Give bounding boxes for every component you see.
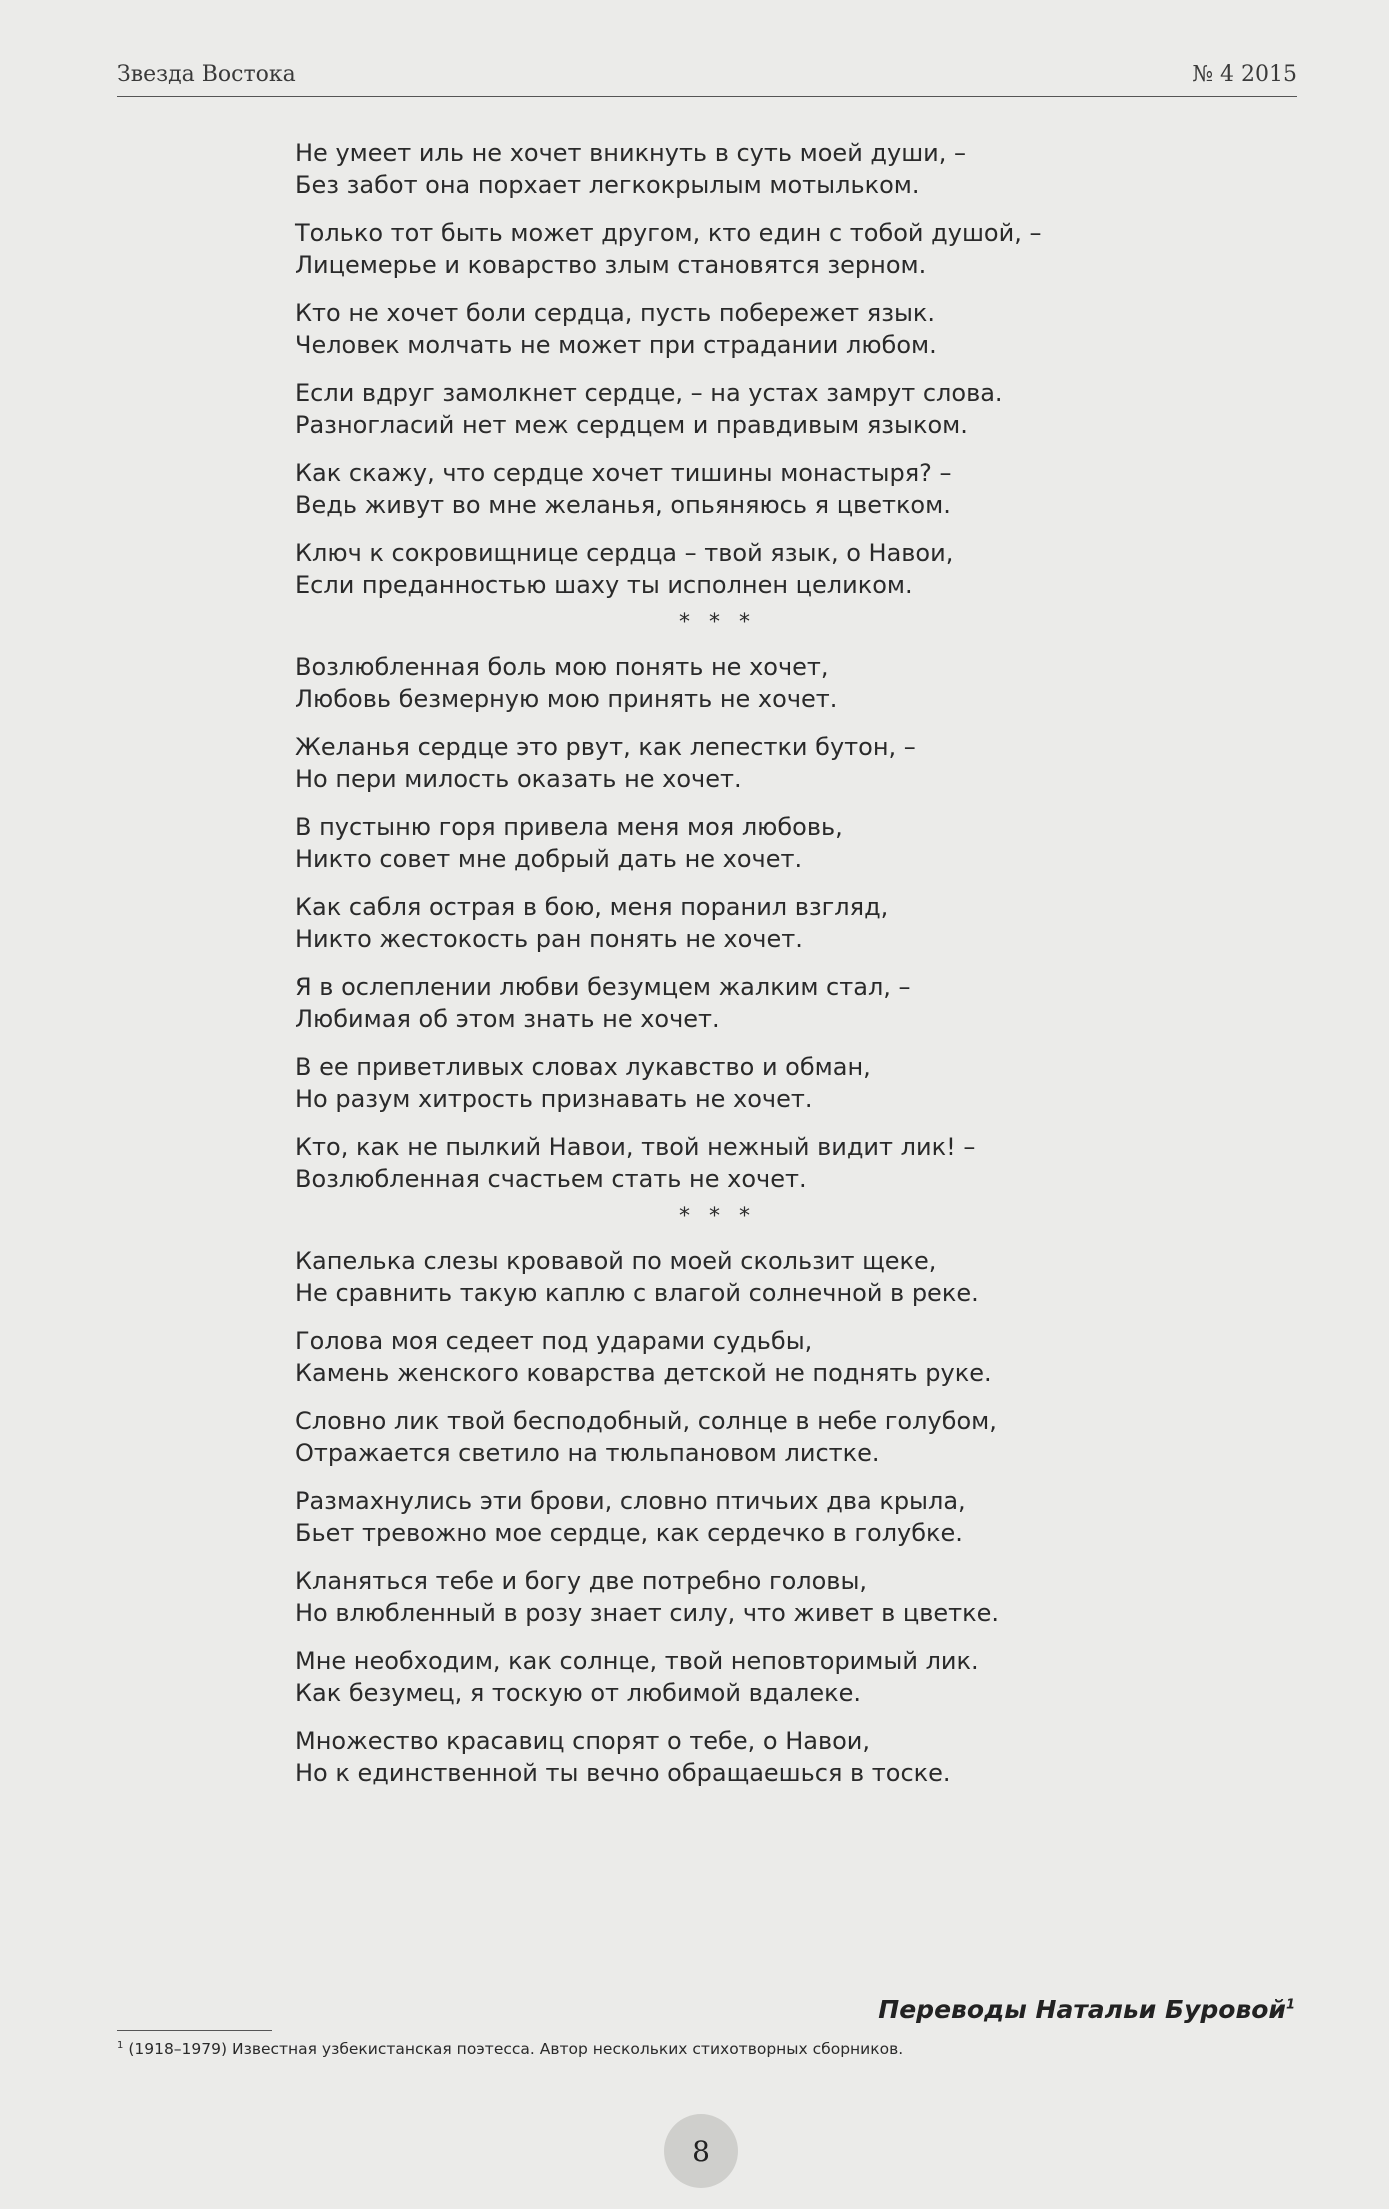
poem-line: Капелька слезы кровавой по моей скользит щеке, [295, 1247, 937, 1275]
stanza [295, 1646, 1195, 1709]
poem-line: Камень женского коварства детской не поднять руке. [295, 1358, 992, 1387]
stanza [295, 972, 1195, 1035]
journal-title: Звезда Востока [117, 62, 296, 87]
stanza [295, 458, 1195, 521]
poem-line: Мне необходим, как солнце, твой неповторимый лик. [295, 1647, 979, 1675]
poem-line: Я в ослеплении любви безумцем жалким стал, – [295, 973, 911, 1001]
poem-line: Бьет тревожно мое сердце, как сердечко в голубке. [295, 1518, 963, 1547]
credit-text: Переводы Натальи Буровой [878, 1995, 1286, 2024]
poem-line: Ключ к сокровищнице сердца – твой язык, о Навои, [295, 539, 954, 567]
ghazal-3 [295, 1246, 1195, 1789]
poem-line: Кто не хочет боли сердца, пусть побережет язык. [295, 299, 936, 327]
stanza [295, 378, 1195, 441]
stanza [295, 812, 1195, 875]
poem-line: Никто совет мне добрый дать не хочет. [295, 844, 803, 873]
poem-line: Лицемерье и коварство злым становятся зерном. [295, 250, 927, 279]
issue-number: № 4 2015 [1192, 62, 1297, 87]
stanza [295, 892, 1195, 955]
section-separator: * * * [679, 610, 756, 635]
footnote-text: (1918–1979) Известная узбекистанская поэтесса. Автор нескольких стихотворных сборников. [128, 2040, 904, 2059]
translator-credit [878, 1995, 1295, 2024]
poem-body [295, 138, 1195, 1806]
stanza [295, 652, 1195, 715]
poem-line: Если вдруг замолкнет сердце, – на устах замрут слова. [295, 379, 1003, 407]
stanza [295, 1486, 1195, 1549]
header-divider [117, 96, 1297, 97]
poem-line: Человек молчать не может при страдании любом. [295, 330, 937, 359]
ghazal-1 [295, 138, 1195, 601]
stanza [295, 1566, 1195, 1629]
poem-line: Как сабля острая в бою, меня поранил взгляд, [295, 893, 889, 921]
poem-line: Никто жестокость ран понять не хочет. [295, 924, 803, 953]
stanza [295, 1246, 1195, 1309]
poem-line: Если преданностью шаху ты исполнен целиком. [295, 570, 913, 599]
stanza [295, 298, 1195, 361]
poem-line: Как безумец, я тоскую от любимой вдалеке. [295, 1678, 862, 1707]
poem-line: В пустыню горя привела меня моя любовь, [295, 813, 843, 841]
poem-line: Возлюбленная боль мою понять не хочет, [295, 653, 829, 681]
poem-line: Любимая об этом знать не хочет. [295, 1004, 720, 1033]
stanza [295, 1132, 1195, 1195]
footnote-divider [117, 2030, 272, 2031]
stanza [295, 732, 1195, 795]
stanza [295, 538, 1195, 601]
credit-footnote-marker: 1 [1285, 1997, 1295, 2013]
stanza [295, 1052, 1195, 1115]
poem-line: Любовь безмерную мою принять не хочет. [295, 684, 838, 713]
poem-line: Словно лик твой бесподобный, солнце в небе голубом, [295, 1407, 997, 1435]
poem-line: Разногласий нет меж сердцем и правдивым языком. [295, 410, 968, 439]
poem-line: Голова моя седеет под ударами судьбы, [295, 1327, 813, 1355]
poem-line: В ее приветливых словах лукавство и обман, [295, 1053, 871, 1081]
poem-line: Но разум хитрость признавать не хочет. [295, 1084, 813, 1113]
poem-line: Но пери милость оказать не хочет. [295, 764, 742, 793]
stanza [295, 1326, 1195, 1389]
poem-line: Не умеет иль не хочет вникнуть в суть моей души, – [295, 139, 967, 167]
poem-line: Желанья сердце это рвут, как лепестки бутон, – [295, 733, 916, 761]
stanza [295, 218, 1195, 281]
poem-line: Не сравнить такую каплю с влагой солнечной в реке. [295, 1278, 979, 1307]
poem-line: Возлюбленная счастьем стать не хочет. [295, 1164, 807, 1193]
poem-line: Как скажу, что сердце хочет тишины монастыря? – [295, 459, 952, 487]
section-separator: * * * [679, 1204, 756, 1229]
footnote-marker: 1 [117, 2040, 124, 2051]
poem-line: Но к единственной ты вечно обращаешься в тоске. [295, 1758, 951, 1787]
stanza [295, 138, 1195, 201]
poem-line: Отражается светило на тюльпановом листке. [295, 1438, 880, 1467]
page-number: 8 [664, 2114, 738, 2188]
poem-line: Размахнулись эти брови, словно птичьих два крыла, [295, 1487, 966, 1515]
poem-line: Множество красавиц спорят о тебе, о Навои, [295, 1727, 871, 1755]
ghazal-2 [295, 652, 1195, 1195]
stanza [295, 1406, 1195, 1469]
poem-line: Ведь живут во мне желанья, опьяняюсь я цветком. [295, 490, 951, 519]
poem-line: Только тот быть может другом, кто един с тобой душой, – [295, 219, 1042, 247]
poem-line: Кто, как не пылкий Навои, твой нежный видит лик! – [295, 1133, 976, 1161]
footnote [117, 2040, 903, 2058]
poem-line: Без забот она порхает легкокрылым мотыльком. [295, 170, 920, 199]
poem-line: Но влюбленный в розу знает силу, что живет в цветке. [295, 1598, 1000, 1627]
stanza [295, 1726, 1195, 1789]
poem-line: Кланяться тебе и богу две потребно головы, [295, 1567, 868, 1595]
